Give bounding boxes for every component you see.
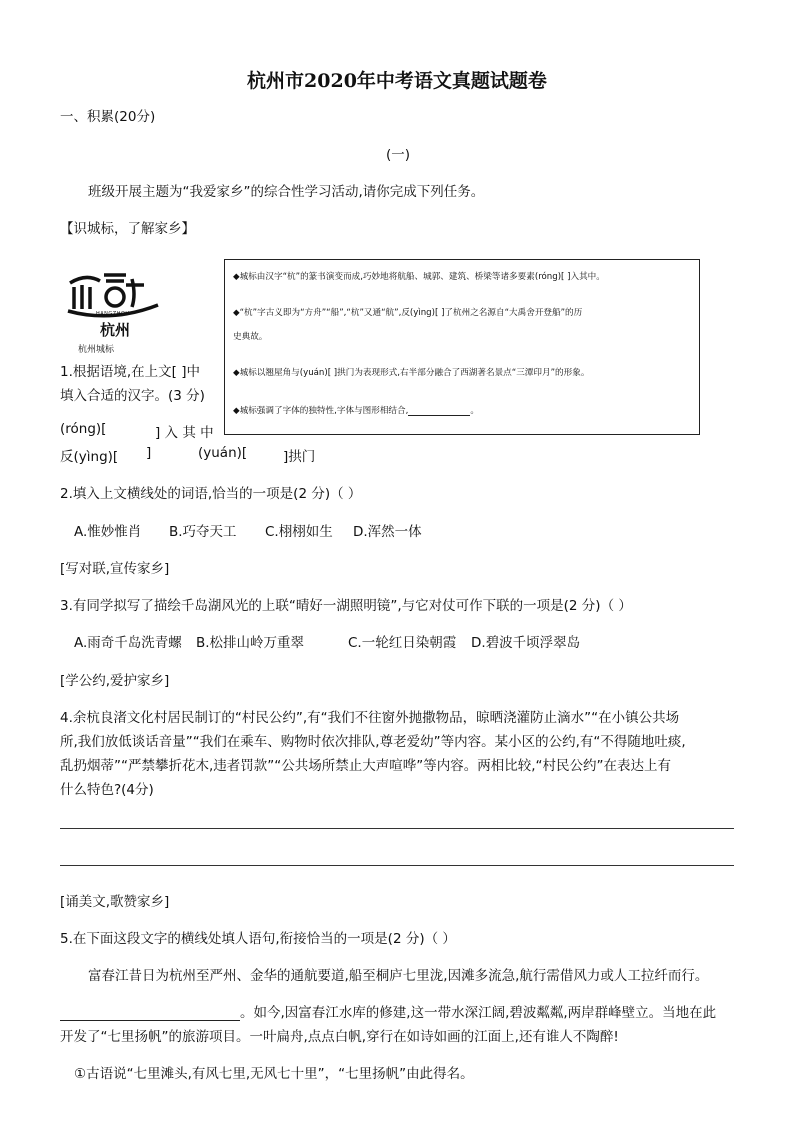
q2-stem: 2.填入上文横线处的词语,恰当的一项是(2 分)（ ） [60, 486, 362, 502]
q2-option-a[interactable]: A.惟妙惟肖 [74, 524, 142, 540]
blank-line[interactable] [408, 406, 470, 416]
intro-text: 班级开展主题为“我爱家乡”的综合性学习活动,请你完成下列任务。 [88, 184, 485, 200]
box-line-4b: 。 [470, 406, 479, 416]
q3-option-a[interactable]: A.雨奇千岛洗青螺 [74, 635, 182, 651]
box-line-2a: ◆“杭”字古义即为“方舟”“船”,“杭”又通“航”,反(yìng)[ ]了杭州之名源自“大禹舍开登船”的历 [233, 308, 583, 318]
q5-stem: 5.在下面这段文字的横线处填人语句,衔接恰当的一项是(2 分)（ ） [60, 931, 456, 947]
q5-paragraph-2: 。如今,因富春江水库的修建,这一带水深江阔,碧波粼粼,两岸群峰壁立。当地在此 [240, 1005, 717, 1021]
q1-line-1: 1.根据语境,在上文[ ]中 [60, 364, 200, 380]
hangzhou-logo [66, 265, 162, 355]
logo-pinyin: HANGZHOU [96, 311, 130, 317]
q5-paragraph-1: 富春江昔日为杭州至严州、金华的通航要道,船至桐庐七里泷,因滩多流急,航行需借风力或人工拉纤而行。 [88, 968, 709, 984]
section-heading: 一、积累(20分) [60, 109, 156, 125]
q1-ying-label: 反(yìng)[ [60, 449, 119, 465]
box-line-3: ◆城标以翘屋角与(yuán)[ ]拱门为表现形式,右半部分融合了西湖著名景点“三潭印月”的形象。 [233, 368, 590, 378]
page-title: 杭州市2020年中考语文真题试题卷 [247, 70, 547, 92]
logo-caption: 杭州城标 [78, 345, 115, 355]
q3-option-c[interactable]: C.一轮红日染朝霞 [348, 635, 457, 651]
q3-stem: 3.有同学拟写了描绘千岛湖风光的上联“晴好一湖照明镜”,与它对仗可作下联的一项是(2 分)（ ） [60, 598, 632, 614]
q1-line-2: 填入合适的汉字。(3 分) [60, 388, 205, 404]
q1-yuan-label: (yuán)[ [198, 445, 248, 461]
q3-option-d[interactable]: D.碧波千顷浮翠岛 [471, 635, 581, 651]
answer-line-2[interactable] [60, 865, 734, 866]
q5-paragraph-3: 开发了“七里扬帆”的旅游项目。一叶扁舟,点点白帆,穿行在如诗如画的江面上,还有谁人不陶醉! [60, 1029, 619, 1045]
task-heading-2: [写对联,宣传家乡] [60, 561, 170, 577]
q1-rong-label: (róng)[ [60, 421, 107, 437]
q4-line-2: 所,我们放低谈话音量”“我们在乘车、购物时依次排队,尊老爱幼”等内容。某小区的公约,有“不得随地吐痰, [60, 734, 686, 750]
answer-line-1[interactable] [60, 828, 734, 829]
q4-line-4: 什么特色?(4分) [60, 782, 154, 798]
q3-option-b[interactable]: B.松排山岭万重翠 [196, 635, 305, 651]
box-line-1: ◆城标由汉字“杭”的篆书演变而成,巧妙地将航船、城郭、建筑、桥梁等诸多要素(róng)[ ]入其中。 [233, 272, 605, 282]
box-line-4a: ◆城标强调了字体的独特性,字体与图形相结合, [233, 406, 409, 416]
part-label: (一) [386, 147, 411, 163]
q4-line-3: 乱扔烟蒂”“严禁攀折花木,违者罚款”“公共场所禁止大声喧哗”等内容。两相比较,“村民公约”在表达上有 [60, 758, 672, 774]
q4-line-1: 4.余杭良渚文化村居民制订的“村民公约”,有“我们不往窗外抛撒物品，晾晒浇灌防止滴水”“在小镇公共场 [60, 710, 680, 726]
q1-yuan-tail: ]拱门 [283, 449, 316, 465]
info-box [224, 259, 700, 435]
q5-blank[interactable] [60, 1006, 240, 1021]
q2-option-b[interactable]: B.巧夺天工 [169, 524, 237, 540]
logo-name: 杭州 [100, 321, 131, 339]
q2-option-d[interactable]: D.浑然一体 [353, 524, 422, 540]
q1-rong-tail: ] 入 其 中 [155, 425, 214, 441]
task-heading-3: [学公约,爱护家乡] [60, 673, 170, 689]
task-heading-4: [诵美文,歌赞家乡] [60, 894, 170, 910]
box-line-2b: 史典故。 [233, 332, 268, 342]
task-heading-1: 【识城标，了解家乡】 [60, 221, 195, 237]
q5-option-1: ①古语说“七里滩头,有风七里,无风七十里”，“七里扬帆”由此得名。 [74, 1066, 474, 1082]
q2-option-c[interactable]: C.栩栩如生 [265, 524, 333, 540]
q1-ying-close: ] [146, 445, 152, 461]
